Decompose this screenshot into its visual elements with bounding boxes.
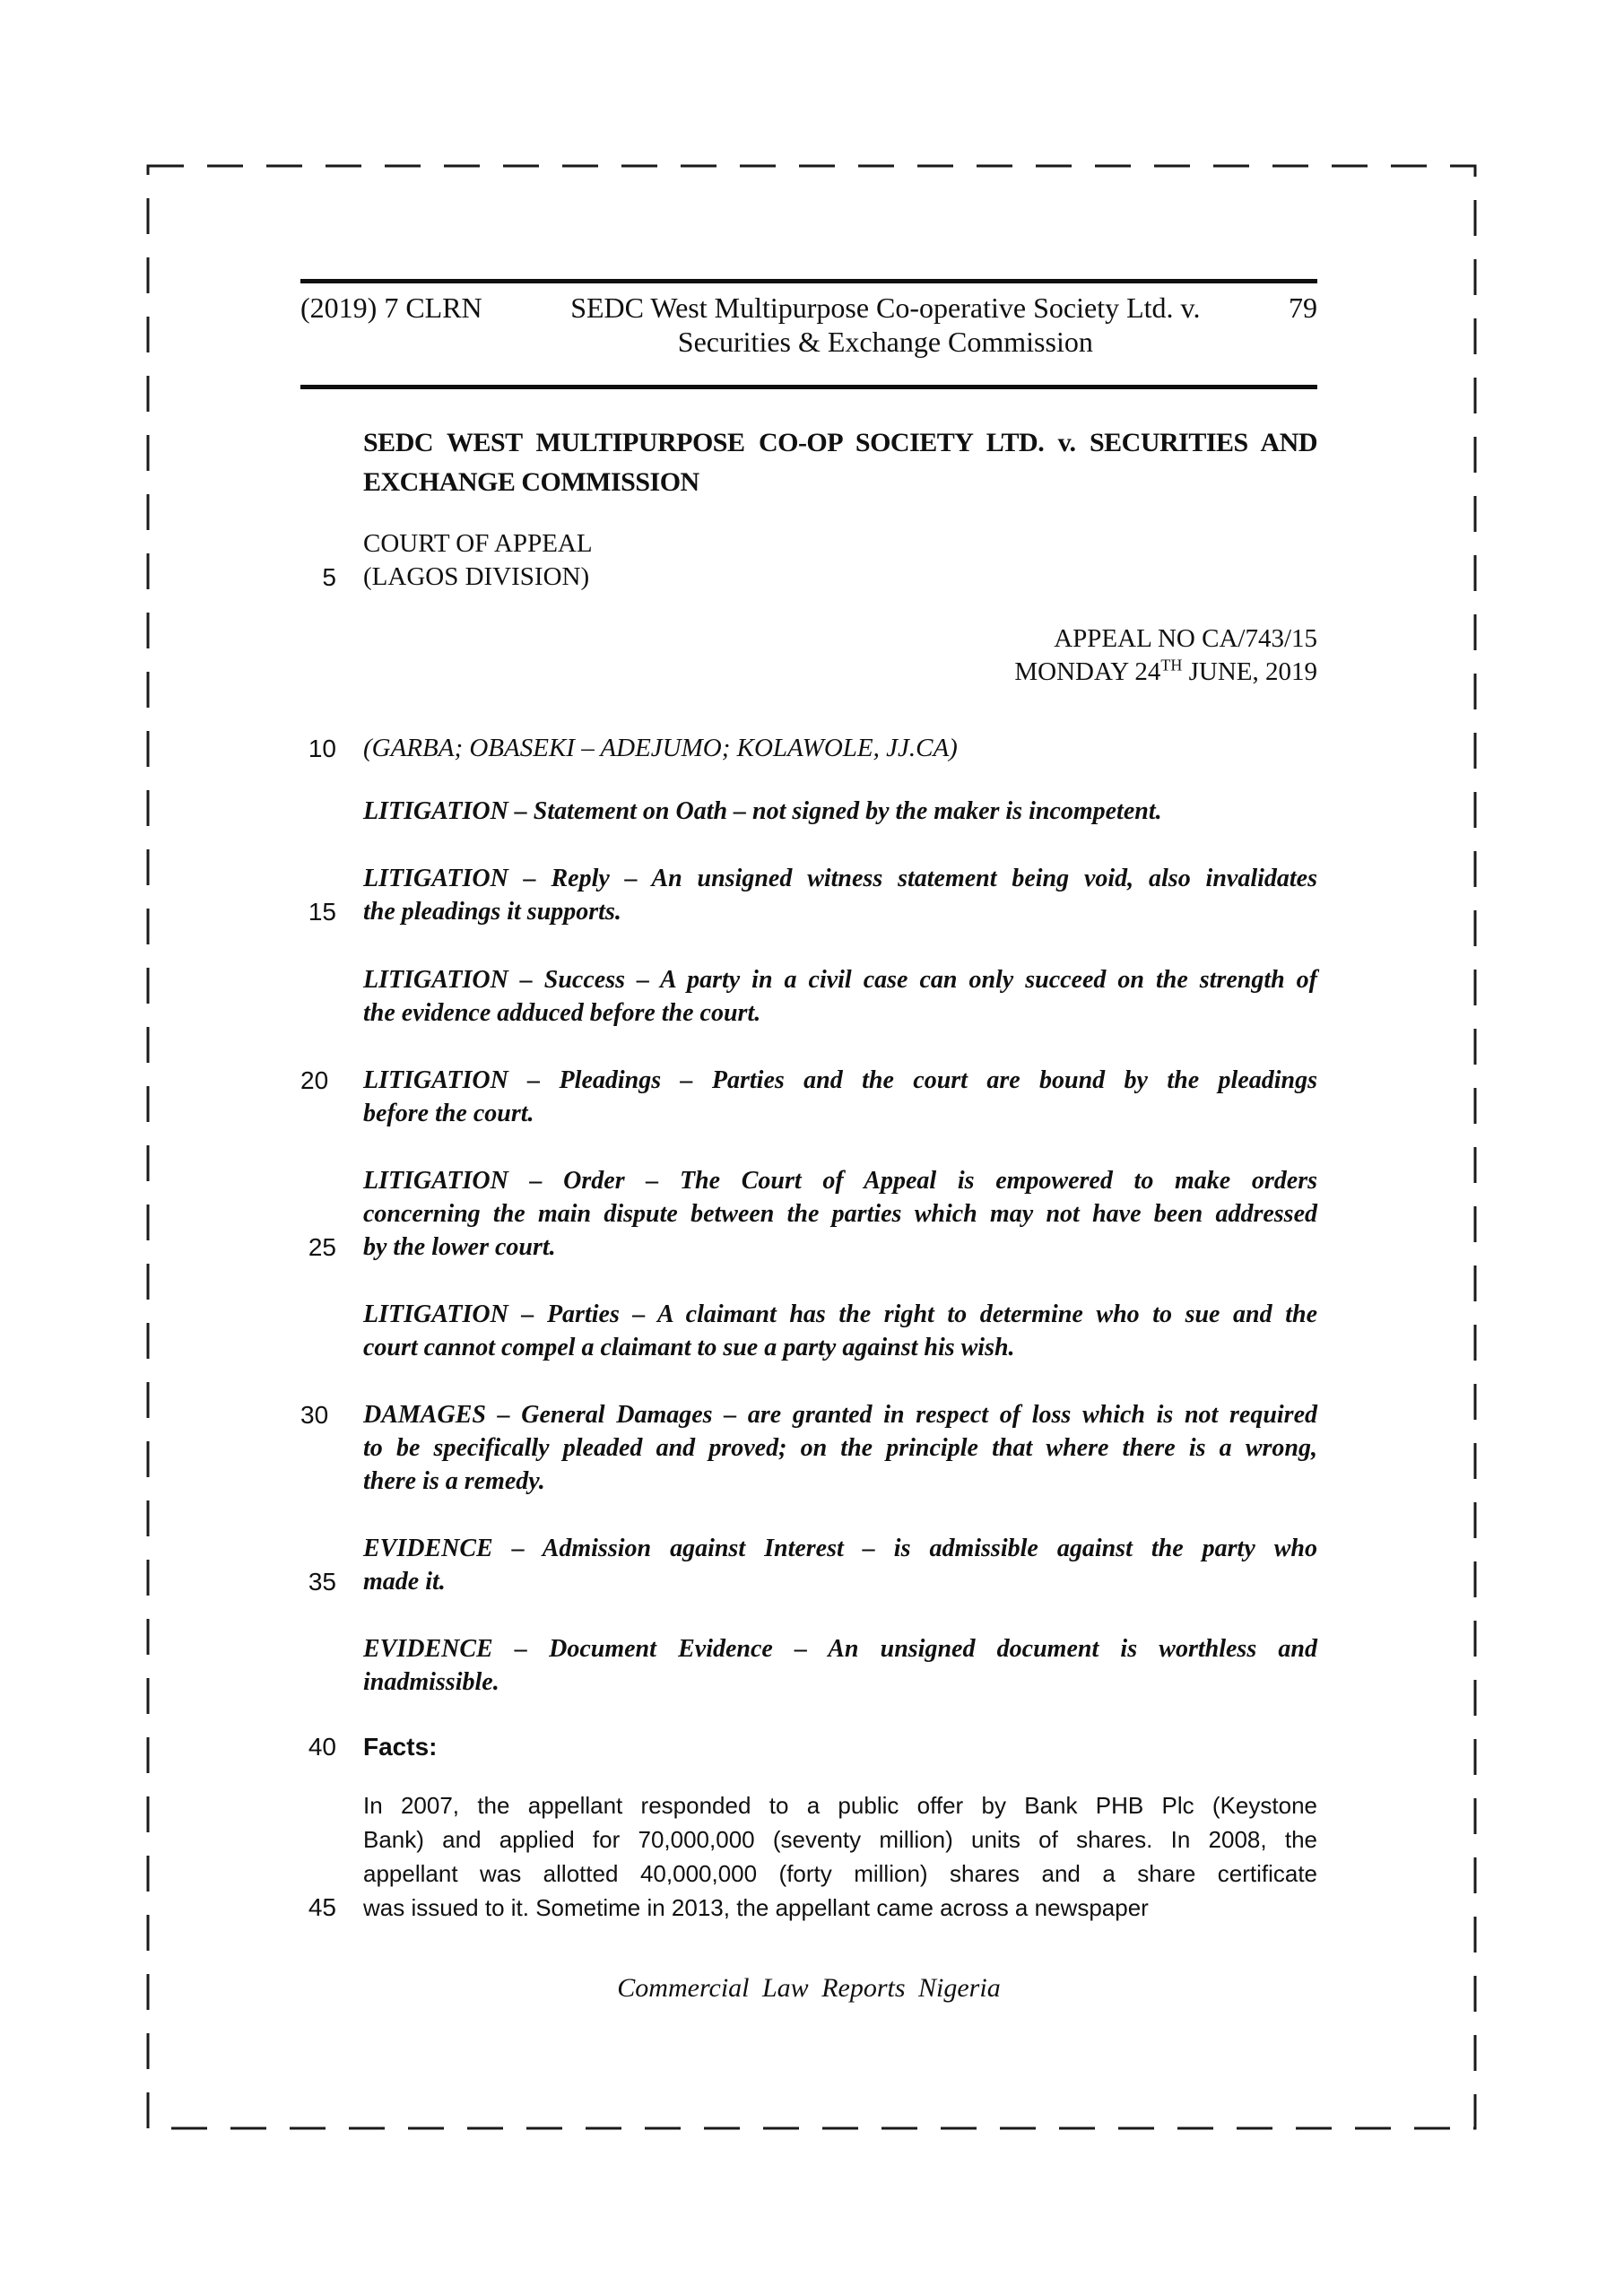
report-citation: (2019) 7 CLRN [300, 291, 482, 324]
text-segment: (GARBA; OBASEKI – ADEJUMO; KOLAWOLE, JJ.CA) [363, 734, 958, 762]
footer-imprint: Commercial Law Reports Nigeria [617, 1973, 1001, 2003]
facts-paragraph [300, 1788, 1317, 1925]
text-segment: LITIGATION – Pleadings – Parties and the court are bound by the pleadings [363, 1066, 1317, 1094]
court-block [300, 527, 1317, 594]
text-line [300, 1632, 1317, 1665]
judges-line [300, 732, 1317, 765]
text-line [300, 1857, 1317, 1891]
catchword-document-evidence [300, 1632, 1317, 1699]
text-segment: (LAGOS DIVISION) [363, 562, 590, 591]
case-title [300, 423, 1317, 502]
text-column [300, 279, 1317, 1925]
text-segment: the pleadings it supports. [363, 898, 621, 926]
text-segment: Bank) and applied for 70,000,000 (seventy million) units of shares. In 2008, the [363, 1826, 1317, 1853]
text-line [300, 656, 1317, 689]
catchword-parties [300, 1298, 1317, 1364]
margin-line-number: 35 [308, 1568, 336, 1596]
text-line [300, 1298, 1317, 1331]
catchword-statement-on-oath [300, 795, 1317, 828]
margin-line-number: 40 [308, 1733, 336, 1761]
text-line [300, 622, 1317, 656]
text-line [300, 996, 1317, 1030]
text-line [300, 561, 1317, 594]
text-line [300, 1730, 1317, 1763]
catchword-pleadings [300, 1064, 1317, 1130]
text-line [300, 1891, 1317, 1925]
text-segment: inadmissible. [363, 1668, 499, 1696]
appeal-details [300, 622, 1317, 689]
text-segment: appellant was allotted 40,000,000 (forty million) shares and a share certificate [363, 1860, 1317, 1887]
text-line [300, 1398, 1317, 1431]
margin-line-number: 10 [308, 735, 336, 762]
text-segment: EXCHANGE COMMISSION [363, 467, 699, 497]
text-segment: DAMAGES – General Damages – are granted in respect of loss which is not required [363, 1401, 1317, 1429]
text-line [300, 527, 1317, 561]
text-line [300, 1532, 1317, 1565]
text-segment: before the court. [363, 1100, 534, 1127]
text-line [300, 963, 1317, 996]
catchword-admission-against-interest [300, 1532, 1317, 1598]
text-line [300, 732, 1317, 765]
text-line [300, 1097, 1317, 1130]
catchword-success [300, 963, 1317, 1030]
margin-line-number: 20 [300, 1066, 329, 1094]
facts-heading [300, 1730, 1317, 1763]
margin-line-number: 30 [300, 1401, 329, 1429]
text-segment: COURT OF APPEAL [363, 529, 593, 558]
text-segment: LITIGATION – Parties – A claimant has the right to determine who to sue and the [363, 1300, 1317, 1328]
case-name-line1: SEDC West Multipurpose Co-operative Society Ltd. v. [570, 291, 1201, 324]
text-segment: concerning the main dispute between the parties which may not have been addressed [363, 1200, 1317, 1228]
text-line [300, 895, 1317, 928]
text-segment: LITIGATION – Order – The Court of Appeal is empowered to make orders [363, 1167, 1317, 1195]
page-number: 79 [1289, 291, 1317, 324]
ordinal-superscript: TH [1160, 656, 1183, 674]
text-line [300, 463, 1317, 502]
text-line [300, 1465, 1317, 1498]
text-segment: LITIGATION – Success – A party in a civil case can only succeed on the strength of [363, 966, 1317, 994]
case-name-line2: Securities & Exchange Commission [677, 326, 1093, 358]
text-line [300, 1431, 1317, 1465]
text-segment: In 2007, the appellant responded to a public offer by Bank PHB Plc (Keystone [363, 1792, 1317, 1819]
text-line [300, 423, 1317, 463]
margin-line-number: 5 [322, 563, 336, 591]
text-segment: there is a remedy. [363, 1467, 545, 1495]
catchword-order [300, 1164, 1317, 1264]
text-segment: made it. [363, 1568, 446, 1596]
text-segment: the evidence adduced before the court. [363, 999, 761, 1027]
margin-line-number: 25 [308, 1233, 336, 1261]
text-segment: court cannot compel a claimant to sue a party against his wish. [363, 1334, 1015, 1361]
text-line [300, 1665, 1317, 1699]
text-segment: LITIGATION – Statement on Oath – not signed by the maker is incompetent. [363, 797, 1162, 825]
text-line [300, 1331, 1317, 1364]
catchword-general-damages [300, 1398, 1317, 1498]
text-line [300, 1565, 1317, 1598]
text-segment: by the lower court. [363, 1233, 556, 1261]
text-segment: Facts: [363, 1733, 438, 1761]
margin-line-number: 15 [308, 898, 336, 926]
running-header [300, 291, 1317, 359]
text-segment: to be specifically pleaded and proved; on the principle that where there is a wrong, [363, 1434, 1317, 1462]
text-segment: MONDAY 24 [1014, 657, 1161, 686]
header-rule-bottom [300, 385, 1317, 389]
running-case-name [482, 291, 1289, 359]
text-line [300, 1231, 1317, 1264]
text-line [300, 795, 1317, 828]
text-line [300, 1822, 1317, 1857]
text-segment: APPEAL NO CA/743/15 [1054, 624, 1317, 653]
text-segment: SEDC WEST MULTIPURPOSE CO-OP SOCIETY LTD. v. SECURITIES AND [363, 428, 1317, 457]
catchword-reply [300, 862, 1317, 928]
text-segment: EVIDENCE – Admission against Interest – is admissible against the party who [363, 1535, 1317, 1562]
text-line [300, 862, 1317, 895]
text-line [300, 1064, 1317, 1097]
margin-line-number: 45 [308, 1893, 336, 1921]
text-line [300, 1788, 1317, 1822]
text-segment: was issued to it. Sometime in 2013, the appellant came across a newspaper [363, 1894, 1149, 1921]
header-rule-top [300, 279, 1317, 283]
text-segment: JUNE, 2019 [1182, 657, 1317, 686]
text-line [300, 1164, 1317, 1197]
text-line [300, 1197, 1317, 1231]
text-segment: LITIGATION – Reply – An unsigned witness statement being void, also invalidates [363, 865, 1317, 892]
text-segment: EVIDENCE – Document Evidence – An unsigned document is worthless and [363, 1635, 1317, 1663]
